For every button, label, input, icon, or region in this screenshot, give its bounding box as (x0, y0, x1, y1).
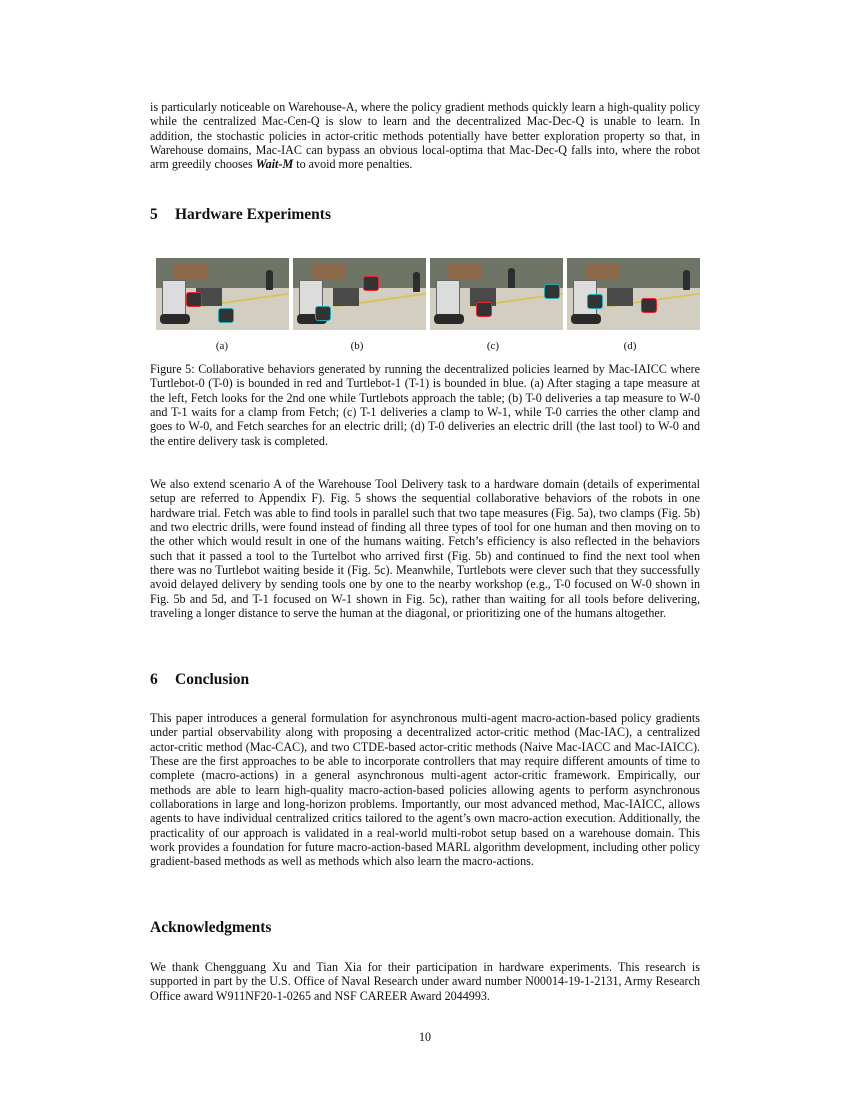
subcaption-b: (b) (350, 340, 364, 352)
acknowledgments-paragraph: We thank Chengguang Xu and Tian Xia for their participation in hardware experiments. This research is supported in part by the U.S. Office of Naval Research under award number N00014-19-1-2131, Army Research Office award W911NF20-1-0265 and NSF CAREER Award 2044993. (150, 960, 700, 1003)
paragraph-text: is particularly noticeable on Warehouse-A, where the policy gradient methods quickly learn a high-quality policy while the centralized Mac-Cen-Q is slow to learn and the decentralized Mac-Dec-Q is unable to learn. In addition, the stochastic policies in actor-critic methods potentially have better exploration property so that, in Warehouse domains, Mac-IAC can bypass an obvious local-optima that Mac-Dec-Q falls into, where the robot arm greedily chooses (150, 100, 700, 172)
section-title: Hardware Experiments (175, 206, 331, 223)
section-heading-hardware (150, 206, 331, 224)
section-number: 6 (150, 671, 158, 688)
figure-frame-c (430, 258, 563, 330)
subcaption-d: (d) (623, 340, 637, 352)
section-number: 5 (150, 206, 158, 223)
intro-paragraph (150, 100, 700, 172)
action-term: Wait-M (255, 157, 294, 172)
hardware-paragraph: We also extend scenario A of the Warehouse Tool Delivery task to a hardware domain (details of experimental setup are referred to Appendix F). Fig. 5 shows the sequential collaborative behaviors of the robots in one hardware trial. Fetch was able to find tools in parallel such that two tape measures (Fig. 5a), two clamps (Fig. 5b) and two electric drills, were found instead of finding all three types of tool for one human and then moving on to the other which would result in one of the humans waiting. Fetch’s efficiency is also reflected in the behaviors such that it passed a tool to the Turtelbot who arrived first (Fig. 5b) and continued to find the next tool when there was no Turtlebot waiting beside it (Fig. 5c). Meanwhile, Turtlebots were clever such that they successfully avoid delayed delivery by sending tools one by one to the nearby workshop (e.g., T-0 focused on W-0 shown in Fig. 5b and 5d, and T-1 focused on W-1 shown in Fig. 5c), rather than waiting for all tools before delivering, traveling a longer distance to serve the human at the diagonal, or prioritizing one of the humans altogether. (150, 477, 700, 621)
figure-frame-b (293, 258, 426, 330)
section-heading-conclusion (150, 671, 249, 689)
figure-frame-d (567, 258, 700, 330)
subcaption-c: (c) (486, 340, 500, 352)
section-title: Conclusion (175, 671, 250, 688)
acknowledgments-heading: Acknowledgments (150, 919, 272, 936)
page-number: 10 (418, 1030, 432, 1044)
subcaption-a: (a) (215, 340, 229, 352)
conclusion-paragraph: This paper introduces a general formulation for asynchronous multi-agent macro-action-based policy gradients under partial observability along with proposing a decentralized actor-critic method (Mac-IAC), a centralized actor-critic method (Mac-CAC), and two CTDE-based actor-critic methods (Naive Mac-IACC and Mac-IAICC). These are the first approaches to be able to incorporate controllers that may require different amounts of time to complete (macro-actions) in a general asynchronous multi-agent actor-critic framework. Empirically, our methods are able to learn high-quality macro-action-based policies allowing agents to perform asynchronous collaborations in large and long-horizon problems. Importantly, our most advanced method, Mac-IAICC, allows agents to have individual centralized critics tailored to the agent’s own macro-action execution. Additionally, the practicality of our approach is validated in a real-world multi-robot setup based on a warehouse domain. This work provides a foundation for future macro-action-based MARL algorithm development, including other policy gradient-based methods as well as methods which also learn the macro-actions. (150, 711, 700, 869)
figure-frame-a (156, 258, 289, 330)
figure-caption: Figure 5: Collaborative behaviors generated by running the decentralized policies learned by Mac-IAICC where Turtlebot-0 (T-0) is bounded in red and Turtlebot-1 (T-1) is bounded in blue. (a) After staging a tape measure at the left, Fetch looks for the 2nd one while Turtlebots approach the table; (b) T-0 deliveries a tap measure to W-0 and T-1 waits for a clamp from Fetch; (c) T-1 deliveries a clamp to W-1, while T-0 carries the other clamp and goes to W-0, and Fetch searches for an electric drill; (d) T-0 deliveries an electric drill (the last tool) to W-0 and the entire delivery task is completed. (150, 362, 700, 448)
figure-5-images (156, 258, 701, 332)
paragraph-text-end: to avoid more penalties. (293, 157, 413, 172)
